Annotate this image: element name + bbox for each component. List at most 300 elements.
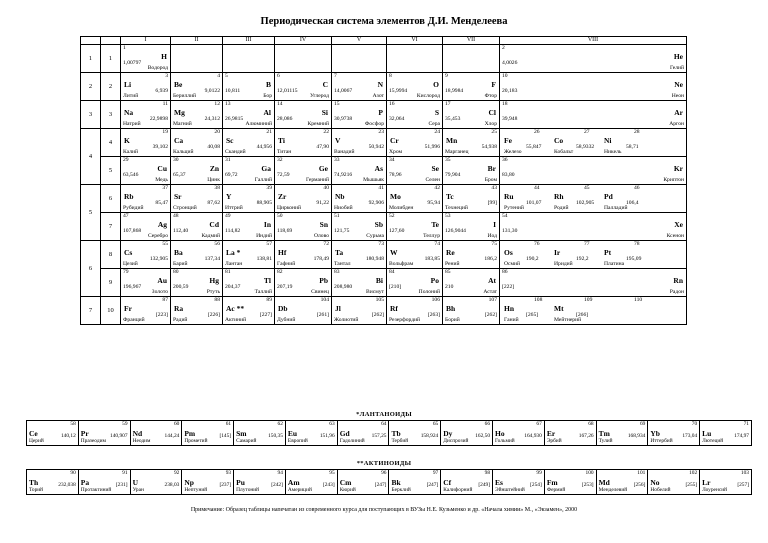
atomic-number: 56 [214,241,220,247]
element-name: Нобелий [650,487,671,493]
atomic-mass: 47,90 [316,144,329,150]
element-name: Актиний [225,317,247,323]
element-symbol: Es [495,478,503,487]
triad-cell [500,297,687,325]
atomic-mass: 174,97 [734,433,749,439]
element-symbol: Sn [319,220,328,229]
atomic-mass: 51,996 [424,144,440,150]
element-symbol: Pa [80,478,90,487]
atomic-mass: 140,12 [60,433,76,439]
atomic-number: 70 [691,421,698,427]
element-symbol: Mt [554,304,564,313]
element-name: Германий [306,177,329,183]
element-name: Калий [123,149,138,155]
element-name: Аргон [669,121,685,127]
atomic-number: 36 [502,157,508,163]
atomic-mass: 32,064 [389,116,405,122]
atomic-number: 10 [502,73,508,79]
row-number: 5 [101,157,121,185]
atomic-number: 76 [534,241,540,247]
element-cell [443,269,500,297]
atomic-mass: [265] [526,312,539,318]
atomic-mass: 210 [445,284,454,290]
atomic-mass: 39,948 [502,116,518,122]
element-cell [171,101,223,129]
atomic-number: 18 [502,101,508,107]
atomic-mass: 137,34 [204,256,220,262]
atomic-number: 57 [266,241,272,247]
atomic-number: 54 [502,213,508,219]
atomic-mass: [223] [155,312,168,318]
element-name: Ганий [504,317,519,323]
atomic-mass: [253] [581,482,594,488]
element-symbol: Ar [674,108,684,117]
element-symbol: Cd [209,220,219,229]
lanthanide-cell [182,421,234,446]
element-name: Жолиотий [334,317,359,323]
element-name: Нептуний [184,487,208,493]
element-name: Иридий [554,261,573,267]
element-cell [387,269,443,297]
atomic-number: 99 [536,470,542,476]
element-name: Осмий [504,261,521,267]
element-name: Углерод [309,93,329,99]
atomic-number: 33 [334,157,340,163]
group-header: II [171,37,223,45]
period-number: 5 [81,185,101,241]
table-row [81,241,687,269]
atomic-mass: 196,967 [123,284,142,290]
element-cell [443,129,500,157]
element-name: Менделевий [598,487,628,493]
element-symbol: W [390,248,398,257]
table-row [81,129,687,157]
element-symbol: Cf [443,478,452,487]
element-name: Кальций [173,149,194,155]
element-name: Торий [29,487,44,493]
element-symbol: F [491,80,496,89]
atomic-mass: [222] [502,284,515,290]
header-corner [101,37,121,45]
atomic-number: 109 [584,297,593,303]
actinide-cell [234,470,286,495]
atomic-mass: 138,81 [256,256,272,262]
element-cell [500,157,687,185]
element-name: Титан [277,149,292,155]
element-cell [275,73,332,101]
element-cell [121,129,171,157]
row-number: 9 [101,269,121,297]
atomic-number: 67 [536,421,542,427]
element-name: Резерфордий [389,317,421,323]
atomic-mass: 106,4 [626,200,639,206]
element-name: Ксенон [666,233,685,239]
atomic-mass: [145] [219,433,232,439]
atomic-mass: 79,904 [445,172,461,178]
element-name: Иттербий [650,438,673,444]
element-cell [443,45,500,73]
atomic-mass: [231] [115,482,128,488]
element-symbol: Jl [335,304,341,313]
table-row [81,157,687,185]
element-symbol: Pr [80,429,89,438]
element-name: Кобальт [554,149,574,155]
atomic-number: 32 [277,157,283,163]
element-symbol: Pm [184,429,196,438]
element-symbol: Cs [124,248,133,257]
atomic-mass: 88,905 [256,200,272,206]
table-row [81,185,687,213]
element-cell [171,129,223,157]
atomic-number: 12 [214,101,220,107]
group-header: I [121,37,171,45]
element-cell [387,157,443,185]
element-cell [387,129,443,157]
element-symbol: Pt [604,248,612,257]
element-name: Астат [483,289,497,295]
element-symbol: Hf [278,248,287,257]
table-row [81,269,687,297]
atomic-mass: [237] [219,482,232,488]
element-cell [443,213,500,241]
row-number: 3 [101,101,121,129]
element-name: Фосфор [364,121,384,127]
atomic-mass: [257] [737,482,749,488]
lanthanide-cell [544,421,596,446]
atomic-mass: [261] [316,312,329,318]
atomic-number: 81 [225,269,231,275]
atomic-number: 23 [378,129,384,135]
table-row [81,213,687,241]
lanthanide-cell [441,421,493,446]
element-name: Хром [389,149,403,155]
atomic-number: 44 [534,185,540,191]
row-number: 4 [101,129,121,157]
element-cell [223,73,275,101]
atomic-mass: 14,0067 [334,88,353,94]
atomic-mass: 95,94 [427,200,440,206]
element-name: Празеодим [80,438,106,444]
element-symbol: Np [184,478,194,487]
element-name: Церий [29,438,44,444]
atomic-number: 24 [434,129,440,135]
atomic-number: 78 [634,241,640,247]
element-symbol: Ge [318,164,328,173]
atomic-mass: 107,868 [123,228,142,234]
element-cell [171,213,223,241]
element-cell [223,45,275,73]
element-name: Кислород [416,93,440,99]
element-symbol: Be [174,80,183,89]
atomic-number: 5 [225,73,228,79]
element-symbol: He [673,52,684,61]
element-name: Америций [287,487,312,493]
element-name: Криптон [663,177,685,183]
element-name: Таллий [254,289,272,295]
atomic-number: 39 [266,185,272,191]
element-name: Рений [445,261,460,267]
actinide-cell [27,470,79,495]
atomic-number: 105 [375,297,384,303]
atomic-mass: 232,038 [58,482,76,488]
element-cell [500,213,687,241]
lanthanide-cell [78,421,130,446]
element-symbol: Sb [374,220,383,229]
element-symbol: C [322,80,328,89]
element-symbol: S [434,108,439,117]
period-number: 1 [81,45,101,73]
element-name: Цинк [207,177,220,183]
element-name: Водород [147,65,168,71]
element-name: Азот [372,93,384,99]
element-cell [171,185,223,213]
atomic-mass: [99] [487,200,497,206]
element-name: Неодим [132,438,151,444]
atomic-number: 45 [584,185,590,191]
element-symbol: Mg [174,108,185,117]
group-header-row [81,37,687,45]
atomic-number: 55 [162,241,168,247]
element-name: Гафний [277,261,296,267]
element-symbol: Zn [209,164,219,173]
atomic-number: 64 [381,421,387,427]
atomic-mass: 50,942 [368,144,384,150]
atomic-number: 26 [534,129,540,135]
element-name: Самарий [236,438,257,444]
triad-cell [500,185,687,213]
element-symbol: Al [263,108,271,117]
element-name: Лантан [225,261,243,267]
atomic-mass: 173,04 [682,433,698,439]
atomic-number: 37 [162,185,168,191]
element-symbol: Sr [174,192,182,201]
element-name: Стронций [173,205,197,211]
atomic-mass: [263] [427,312,440,318]
atomic-mass: [249] [478,482,491,488]
element-cell [332,241,387,269]
actinide-cell [130,470,182,495]
atomic-mass: 87,62 [207,200,220,206]
atomic-number: 92 [173,470,180,476]
atomic-mass: 151,96 [319,433,335,439]
atomic-mass: 12,01115 [277,88,298,94]
atomic-mass: 167,26 [578,433,594,439]
element-name: Натрий [123,121,141,127]
element-symbol: Sc [226,136,234,145]
atomic-number: 25 [491,129,497,135]
atomic-number: 29 [123,157,129,163]
atomic-mass: 144,24 [164,433,180,439]
atomic-number: 80 [173,269,179,275]
element-name: Европий [287,438,308,444]
element-name: Дубний [277,317,296,323]
element-cell [387,241,443,269]
actinide-cell [337,470,389,495]
atomic-mass: 55,847 [526,144,542,150]
lanthanide-cell [234,421,286,446]
periodic-table [80,36,687,325]
group-header: IV [275,37,332,45]
element-cell [121,101,171,129]
atomic-number: 94 [277,470,283,476]
element-symbol: Er [546,429,556,438]
element-name: Гадолиний [339,438,365,444]
element-symbol: Ra [174,304,184,313]
atomic-mass: [247] [426,482,439,488]
element-name: Франций [123,317,145,323]
element-symbol: I [493,220,496,229]
atomic-mass: 204,37 [225,284,241,290]
element-name: Родий [554,205,569,211]
atomic-mass: 158,924 [420,433,439,439]
element-symbol: Cr [390,136,399,145]
atomic-number: 11 [162,101,168,107]
atomic-mass: 114,82 [225,228,241,234]
element-cell [443,157,500,185]
element-name: Свинец [311,289,329,295]
atomic-mass: 39,102 [152,144,168,150]
atomic-number: 88 [214,297,220,303]
actinide-cell [700,470,752,495]
element-symbol: Ce [29,429,38,438]
atomic-mass: 1,00797 [123,60,142,66]
atomic-number: 60 [173,421,180,427]
element-name: Неон [671,93,685,99]
atomic-mass: 15,9994 [389,88,408,94]
atomic-number: 28 [634,129,640,135]
element-name: Палладий [604,205,628,211]
atomic-number: 38 [214,185,220,191]
element-symbol: Bi [375,276,383,285]
element-symbol: Ir [554,248,561,257]
element-cell [275,185,332,213]
group-header: V [332,37,387,45]
lanthanide-cell [27,421,79,446]
atomic-number: 40 [323,185,329,191]
atomic-mass: 78,96 [389,172,402,178]
element-cell [223,157,275,185]
element-cell [171,241,223,269]
atomic-mass: 28,086 [277,116,293,122]
element-name: Золото [151,289,168,295]
element-name: Фтор [484,93,497,99]
element-name: Ванадий [334,149,355,155]
element-name: Прометий [184,438,208,444]
atomic-number: 103 [740,470,749,476]
element-name: Берклий [391,487,411,493]
element-symbol: Br [487,164,496,173]
atomic-number: 69 [639,421,646,427]
element-name: Никель [604,149,622,155]
atomic-number: 61 [225,421,232,427]
atomic-mass: 63,546 [123,172,139,178]
atomic-mass: 150,35 [268,433,283,439]
atomic-number: 52 [389,213,395,219]
atomic-number: 87 [162,297,168,303]
atomic-mass: [242] [271,482,283,488]
atomic-mass: 6,939 [155,88,168,94]
element-cell [121,241,171,269]
atomic-number: 100 [585,470,594,476]
atomic-number: 97 [432,470,439,476]
atomic-mass: 121,75 [334,228,350,234]
atomic-number: 72 [323,241,329,247]
element-name: Марганец [445,149,469,155]
element-name: Галлий [254,177,272,183]
element-name: Барий [173,261,188,267]
atomic-mass: [262] [484,312,497,318]
lanthanide-cell [389,421,441,446]
atomic-mass: [243] [323,482,335,488]
element-cell [500,101,687,129]
element-symbol: Hn [504,304,515,313]
atomic-mass: 74,9216 [334,172,353,178]
atomic-mass: 195,09 [626,256,642,262]
atomic-number: 62 [277,421,283,427]
atomic-number: 41 [378,185,384,191]
atomic-mass: 183,85 [424,256,440,262]
element-symbol: B [265,80,271,89]
lanthanide-cell [700,421,752,446]
element-cell [121,213,171,241]
atomic-mass: [210] [389,284,402,290]
atomic-mass: 58,9332 [576,144,595,150]
atomic-mass: 208,980 [334,284,353,290]
period-number: 6 [81,241,101,297]
atomic-mass: 118,69 [277,228,293,234]
atomic-number: 34 [389,157,395,163]
element-symbol: Rb [124,192,134,201]
element-symbol: Pu [236,478,245,487]
element-cell [223,297,275,325]
element-symbol: Gd [339,429,350,438]
atomic-number: 108 [534,297,543,303]
atomic-mass: 54,938 [481,144,497,150]
element-name: Железо [504,149,522,155]
element-symbol: Au [157,276,167,285]
atomic-number: 59 [122,421,128,427]
period-number: 4 [81,129,101,185]
element-name: Калифорний [443,487,473,493]
element-cell [223,213,275,241]
element-cell [223,241,275,269]
element-symbol: Ne [674,80,684,89]
atomic-number: 30 [173,157,179,163]
element-name: Рутений [504,205,524,211]
element-cell [223,101,275,129]
element-symbol: O [433,80,439,89]
lanthanide-cell [596,421,648,446]
atomic-number: 101 [637,470,646,476]
atomic-number: 13 [225,101,231,107]
element-symbol: Y [226,192,232,201]
element-symbol: Ga [261,164,271,173]
element-name: Хлор [484,121,497,127]
element-symbol: In [263,220,271,229]
atomic-number: 15 [334,101,340,107]
element-name: Серебро [147,233,168,239]
element-symbol: N [377,80,383,89]
atomic-number: 48 [173,213,179,219]
header-corner [81,37,101,45]
atomic-mass: 35,453 [445,116,461,122]
atomic-number: 96 [381,470,387,476]
element-cell [332,269,387,297]
element-name: Фермий [546,487,566,493]
lanthanide-cell [648,421,700,446]
atomic-number: 46 [634,185,640,191]
element-symbol: Na [124,108,134,117]
